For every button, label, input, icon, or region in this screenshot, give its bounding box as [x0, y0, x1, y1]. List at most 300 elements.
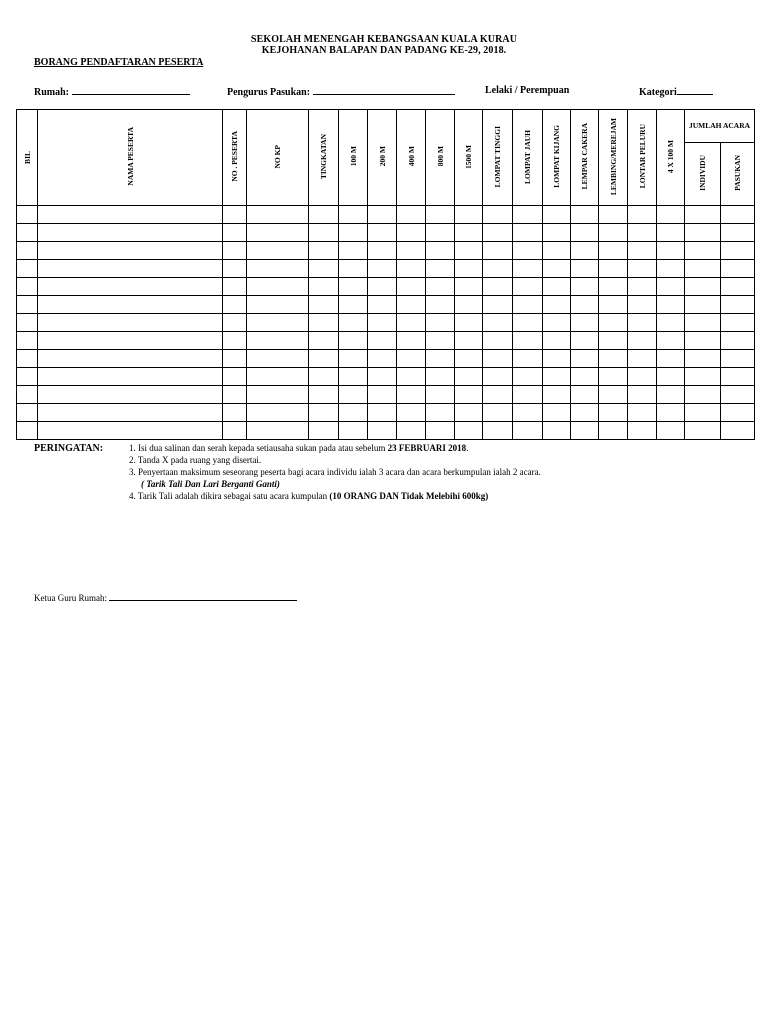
table-cell[interactable]	[309, 314, 339, 332]
table-cell[interactable]	[657, 314, 685, 332]
warning-note-3-sub: ( Tarik Tali Dan Lari Berganti Ganti)	[141, 479, 280, 489]
table-cell[interactable]	[247, 350, 309, 368]
table-cell[interactable]	[339, 296, 368, 314]
col-individu: INDIVIDU	[685, 143, 721, 206]
pengurus-field	[227, 85, 455, 98]
table-cell[interactable]	[339, 368, 368, 386]
table-cell[interactable]	[339, 206, 368, 224]
table-cell[interactable]	[223, 404, 247, 422]
table-cell[interactable]	[247, 422, 309, 440]
event-title: KEJOHANAN BALAPAN DAN PADANG KE-29, 2018.	[261, 45, 507, 56]
col-lontar-peluru: LONTAR PELURU	[628, 110, 657, 206]
table-cell[interactable]	[38, 368, 223, 386]
warning-label: PERINGATAN:	[34, 443, 104, 454]
table-cell[interactable]	[657, 224, 685, 242]
table-cell[interactable]	[339, 422, 368, 440]
warning-note-2: 2. Tanda X pada ruang yang disertai.	[129, 455, 262, 465]
table-cell[interactable]	[513, 368, 543, 386]
table-cell[interactable]	[339, 314, 368, 332]
table-cell[interactable]	[455, 386, 483, 404]
table-cell[interactable]	[17, 386, 38, 404]
col-bil: BIL	[17, 110, 38, 206]
table-cell[interactable]	[397, 404, 426, 422]
table-cell[interactable]	[685, 260, 721, 278]
table-cell[interactable]	[455, 422, 483, 440]
table-cell[interactable]	[426, 386, 455, 404]
table-cell[interactable]	[513, 314, 543, 332]
table-cell[interactable]	[513, 422, 543, 440]
table-cell[interactable]	[309, 278, 339, 296]
table-cell[interactable]	[599, 206, 628, 224]
table-cell[interactable]	[17, 296, 38, 314]
table-cell[interactable]	[685, 242, 721, 260]
table-cell[interactable]	[599, 368, 628, 386]
table-cell[interactable]	[38, 332, 223, 350]
table-cell[interactable]	[17, 278, 38, 296]
table-cell[interactable]	[571, 422, 599, 440]
note1-date: 23 FEBRUARI 2018	[387, 443, 467, 453]
table-row	[17, 386, 755, 404]
table-cell[interactable]	[657, 296, 685, 314]
table-cell[interactable]	[657, 422, 685, 440]
table-cell[interactable]	[685, 278, 721, 296]
table-cell[interactable]	[571, 350, 599, 368]
table-cell[interactable]	[599, 278, 628, 296]
table-cell[interactable]	[247, 278, 309, 296]
table-cell[interactable]	[628, 260, 657, 278]
table-cell[interactable]	[247, 332, 309, 350]
table-cell[interactable]	[483, 368, 513, 386]
table-cell[interactable]	[38, 278, 223, 296]
table-cell[interactable]	[657, 206, 685, 224]
table-cell[interactable]	[368, 242, 397, 260]
table-cell[interactable]	[513, 404, 543, 422]
table-cell[interactable]	[685, 422, 721, 440]
table-row	[17, 206, 755, 224]
table-cell[interactable]	[17, 422, 38, 440]
table-cell[interactable]	[247, 206, 309, 224]
table-cell[interactable]	[223, 242, 247, 260]
table-row	[17, 224, 755, 242]
table-cell[interactable]	[17, 260, 38, 278]
table-cell[interactable]	[368, 368, 397, 386]
table-cell[interactable]	[247, 404, 309, 422]
table-cell[interactable]	[513, 332, 543, 350]
col-lompat-kijang: LOMPAT KIJANG	[543, 110, 571, 206]
table-cell[interactable]	[426, 404, 455, 422]
table-cell[interactable]	[599, 224, 628, 242]
table-cell[interactable]	[657, 242, 685, 260]
table-cell[interactable]	[397, 314, 426, 332]
table-cell[interactable]	[721, 206, 755, 224]
table-cell[interactable]	[38, 206, 223, 224]
table-cell[interactable]	[543, 278, 571, 296]
table-cell[interactable]	[223, 332, 247, 350]
table-cell[interactable]	[426, 260, 455, 278]
table-row	[17, 332, 755, 350]
col-lompat-tinggi: LOMPAT TINGGI	[483, 110, 513, 206]
table-cell[interactable]	[483, 386, 513, 404]
table-cell[interactable]	[339, 260, 368, 278]
table-cell[interactable]	[628, 350, 657, 368]
table-cell[interactable]	[455, 206, 483, 224]
table-row	[17, 422, 755, 440]
table-cell[interactable]	[483, 206, 513, 224]
table-cell[interactable]	[455, 314, 483, 332]
table-cell[interactable]	[571, 332, 599, 350]
registration-table	[16, 109, 755, 440]
note4-text: 4. Tarik Tali adalah dikira sebagai satu acara kumpulan	[129, 491, 328, 501]
table-cell[interactable]	[455, 368, 483, 386]
table-cell[interactable]	[339, 278, 368, 296]
col-800m: 800 M	[426, 110, 455, 206]
col-pasukan: PASUKAN	[721, 143, 755, 206]
table-cell[interactable]	[397, 296, 426, 314]
rumah-label: Rumah:	[34, 87, 70, 98]
table-cell[interactable]	[397, 368, 426, 386]
table-cell[interactable]	[543, 350, 571, 368]
col-400m: 400 M	[397, 110, 426, 206]
table-cell[interactable]	[628, 206, 657, 224]
table-cell[interactable]	[455, 278, 483, 296]
table-cell[interactable]	[513, 224, 543, 242]
table-cell[interactable]	[543, 332, 571, 350]
table-cell[interactable]	[657, 260, 685, 278]
table-cell[interactable]	[223, 386, 247, 404]
table-cell[interactable]	[339, 350, 368, 368]
kategori-blank[interactable]	[677, 85, 713, 95]
table-cell[interactable]	[247, 242, 309, 260]
table-cell[interactable]	[543, 296, 571, 314]
table-cell[interactable]	[685, 404, 721, 422]
table-cell[interactable]	[455, 350, 483, 368]
table-cell[interactable]	[599, 296, 628, 314]
table-cell[interactable]	[721, 314, 755, 332]
table-cell[interactable]	[426, 296, 455, 314]
table-cell[interactable]	[543, 206, 571, 224]
table-cell[interactable]	[599, 386, 628, 404]
table-cell[interactable]	[426, 332, 455, 350]
table-cell[interactable]	[483, 242, 513, 260]
table-cell[interactable]	[543, 242, 571, 260]
table-cell[interactable]	[368, 422, 397, 440]
table-cell[interactable]	[543, 404, 571, 422]
table-cell[interactable]	[426, 206, 455, 224]
table-cell[interactable]	[339, 332, 368, 350]
table-cell[interactable]	[513, 242, 543, 260]
table-cell[interactable]	[368, 224, 397, 242]
table-cell[interactable]	[571, 404, 599, 422]
kategori-label: Kategori	[639, 87, 677, 98]
note4-bold: (10 ORANG DAN Tidak Melebihi 600kg)	[329, 491, 489, 501]
table-cell[interactable]	[483, 296, 513, 314]
table-cell[interactable]	[223, 224, 247, 242]
table-row	[17, 242, 755, 260]
table-cell[interactable]	[721, 278, 755, 296]
col-lempar-cakera: LEMPAR CAKERA	[571, 110, 599, 206]
table-cell[interactable]	[397, 224, 426, 242]
table-cell[interactable]	[397, 242, 426, 260]
table-cell[interactable]	[571, 314, 599, 332]
table-cell[interactable]	[309, 350, 339, 368]
table-cell[interactable]	[38, 314, 223, 332]
table-cell[interactable]	[721, 386, 755, 404]
table-cell[interactable]	[223, 350, 247, 368]
table-cell[interactable]	[628, 278, 657, 296]
table-cell[interactable]	[721, 404, 755, 422]
table-cell[interactable]	[513, 386, 543, 404]
table-cell[interactable]	[628, 386, 657, 404]
table-cell[interactable]	[571, 296, 599, 314]
table-cell[interactable]	[483, 260, 513, 278]
table-cell[interactable]	[17, 404, 38, 422]
col-4x100m: 4 X 100 M	[657, 110, 685, 206]
table-cell[interactable]	[455, 224, 483, 242]
table-cell[interactable]	[721, 260, 755, 278]
table-cell[interactable]	[309, 224, 339, 242]
table-cell[interactable]	[599, 350, 628, 368]
rumah-field	[34, 85, 190, 98]
col-lompat-jauh: LOMPAT JAUH	[513, 110, 543, 206]
table-cell[interactable]	[543, 386, 571, 404]
jantina-label: Lelaki / Perempuan	[485, 85, 570, 96]
table-cell[interactable]	[223, 278, 247, 296]
table-cell[interactable]	[426, 350, 455, 368]
table-cell[interactable]	[339, 224, 368, 242]
table-cell[interactable]	[571, 206, 599, 224]
table-cell[interactable]	[426, 224, 455, 242]
table-cell[interactable]	[543, 368, 571, 386]
table-cell[interactable]	[685, 314, 721, 332]
table-cell[interactable]	[571, 260, 599, 278]
table-cell[interactable]	[543, 224, 571, 242]
table-cell[interactable]	[368, 332, 397, 350]
table-row	[17, 296, 755, 314]
table-cell[interactable]	[483, 350, 513, 368]
table-cell[interactable]	[721, 368, 755, 386]
table-cell[interactable]	[599, 422, 628, 440]
table-cell[interactable]	[657, 368, 685, 386]
table-cell[interactable]	[455, 260, 483, 278]
table-cell[interactable]	[247, 260, 309, 278]
table-cell[interactable]	[657, 386, 685, 404]
table-cell[interactable]	[309, 404, 339, 422]
table-cell[interactable]	[599, 314, 628, 332]
table-cell[interactable]	[368, 350, 397, 368]
table-cell[interactable]	[223, 206, 247, 224]
col-jumlah-acara: JUMLAH ACARA	[685, 110, 755, 143]
warning-note-1: 1. Isi dua salinan dan serah kepada setiausaha sukan pada atau sebelum 23 FEBRUARI 2018.	[129, 443, 469, 453]
table-cell[interactable]	[309, 332, 339, 350]
table-cell[interactable]	[571, 242, 599, 260]
table-cell[interactable]	[38, 242, 223, 260]
table-cell[interactable]	[368, 206, 397, 224]
col-no-kp: NO KP	[247, 110, 309, 206]
table-cell[interactable]	[483, 422, 513, 440]
table-cell[interactable]	[309, 260, 339, 278]
table-cell[interactable]	[721, 350, 755, 368]
table-cell[interactable]	[721, 224, 755, 242]
pengurus-blank[interactable]	[313, 85, 455, 95]
table-cell[interactable]	[628, 242, 657, 260]
table-cell[interactable]	[483, 404, 513, 422]
table-cell[interactable]	[483, 278, 513, 296]
table-cell[interactable]	[571, 278, 599, 296]
table-cell[interactable]	[513, 296, 543, 314]
table-cell[interactable]	[397, 206, 426, 224]
table-cell[interactable]	[455, 296, 483, 314]
table-row	[17, 260, 755, 278]
table-cell[interactable]	[247, 224, 309, 242]
table-cell[interactable]	[223, 296, 247, 314]
col-lembing: LEMBING/MEREJAM	[599, 110, 628, 206]
table-cell[interactable]	[685, 332, 721, 350]
table-cell[interactable]	[426, 278, 455, 296]
table-cell[interactable]	[657, 404, 685, 422]
table-cell[interactable]	[247, 296, 309, 314]
table-cell[interactable]	[721, 332, 755, 350]
table-cell[interactable]	[483, 332, 513, 350]
table-cell[interactable]	[685, 296, 721, 314]
table-cell[interactable]	[368, 314, 397, 332]
table-cell[interactable]	[685, 368, 721, 386]
form-title: BORANG PENDAFTARAN PESERTA	[34, 57, 204, 68]
table-cell[interactable]	[368, 296, 397, 314]
table-cell[interactable]	[38, 350, 223, 368]
table-cell[interactable]	[17, 224, 38, 242]
col-1500m: 1500 M	[455, 110, 483, 206]
table-cell[interactable]	[309, 386, 339, 404]
table-cell[interactable]	[657, 332, 685, 350]
signature-label: Ketua Guru Rumah:	[34, 593, 107, 603]
table-cell[interactable]	[628, 404, 657, 422]
table-row	[17, 368, 755, 386]
table-cell[interactable]	[17, 368, 38, 386]
col-tingkatan: TINGKATAN	[309, 110, 339, 206]
table-cell[interactable]	[426, 368, 455, 386]
table-cell[interactable]	[483, 224, 513, 242]
table-cell[interactable]	[657, 278, 685, 296]
table-cell[interactable]	[38, 386, 223, 404]
table-cell[interactable]	[397, 260, 426, 278]
table-cell[interactable]	[426, 242, 455, 260]
table-cell[interactable]	[483, 314, 513, 332]
table-cell[interactable]	[17, 350, 38, 368]
school-name: SEKOLAH MENENGAH KEBANGSAAN KUALA KURAU	[250, 34, 518, 45]
table-cell[interactable]	[309, 206, 339, 224]
rumah-blank[interactable]	[72, 85, 190, 95]
table-cell[interactable]	[223, 314, 247, 332]
table-cell[interactable]	[455, 332, 483, 350]
signature-blank[interactable]	[109, 591, 297, 601]
table-cell[interactable]	[543, 260, 571, 278]
table-row	[17, 278, 755, 296]
table-cell[interactable]	[223, 422, 247, 440]
table-cell[interactable]	[38, 224, 223, 242]
table-cell[interactable]	[368, 386, 397, 404]
table-cell[interactable]	[657, 350, 685, 368]
table-cell[interactable]	[599, 332, 628, 350]
table-cell[interactable]	[368, 404, 397, 422]
table-cell[interactable]	[397, 422, 426, 440]
table-cell[interactable]	[543, 314, 571, 332]
note1-text: 1. Isi dua salinan dan serah kepada setiausaha sukan pada atau sebelum	[129, 443, 386, 453]
table-cell[interactable]	[721, 296, 755, 314]
table-cell[interactable]	[599, 404, 628, 422]
table-cell[interactable]	[397, 278, 426, 296]
table-cell[interactable]	[721, 422, 755, 440]
table-cell[interactable]	[721, 242, 755, 260]
table-cell[interactable]	[397, 350, 426, 368]
table-cell[interactable]	[426, 422, 455, 440]
table-cell[interactable]	[455, 404, 483, 422]
table-row	[17, 314, 755, 332]
table-cell[interactable]	[599, 260, 628, 278]
table-cell[interactable]	[543, 422, 571, 440]
table-cell[interactable]	[309, 296, 339, 314]
table-cell[interactable]	[38, 422, 223, 440]
table-cell[interactable]	[628, 296, 657, 314]
table-row	[17, 350, 755, 368]
table-cell[interactable]	[685, 350, 721, 368]
table-cell[interactable]	[309, 422, 339, 440]
table-cell[interactable]	[38, 296, 223, 314]
table-cell[interactable]	[368, 260, 397, 278]
table-cell[interactable]	[17, 332, 38, 350]
table-cell[interactable]	[397, 386, 426, 404]
table-cell[interactable]	[247, 368, 309, 386]
table-cell[interactable]	[571, 368, 599, 386]
table-cell[interactable]	[339, 404, 368, 422]
col-100m: 100 M	[339, 110, 368, 206]
table-cell[interactable]	[628, 368, 657, 386]
table-cell[interactable]	[628, 224, 657, 242]
table-cell[interactable]	[309, 368, 339, 386]
table-row	[17, 404, 755, 422]
table-cell[interactable]	[17, 314, 38, 332]
pengurus-label: Pengurus Pasukan:	[227, 87, 311, 98]
table-cell[interactable]	[426, 314, 455, 332]
table-cell[interactable]	[339, 386, 368, 404]
table-cell[interactable]	[513, 278, 543, 296]
table-cell[interactable]	[247, 314, 309, 332]
table-cell[interactable]	[17, 206, 38, 224]
table-cell[interactable]	[247, 386, 309, 404]
table-cell[interactable]	[628, 422, 657, 440]
table-cell[interactable]	[397, 332, 426, 350]
table-cell[interactable]	[223, 368, 247, 386]
table-cell[interactable]	[223, 260, 247, 278]
table-cell[interactable]	[513, 350, 543, 368]
table-cell[interactable]	[571, 386, 599, 404]
table-cell[interactable]	[628, 332, 657, 350]
table-cell[interactable]	[685, 386, 721, 404]
table-cell[interactable]	[17, 242, 38, 260]
table-cell[interactable]	[38, 404, 223, 422]
table-cell[interactable]	[455, 242, 483, 260]
table-cell[interactable]	[309, 242, 339, 260]
table-cell[interactable]	[685, 224, 721, 242]
table-cell[interactable]	[628, 314, 657, 332]
table-cell[interactable]	[685, 206, 721, 224]
table-cell[interactable]	[571, 224, 599, 242]
table-cell[interactable]	[599, 242, 628, 260]
table-cell[interactable]	[38, 260, 223, 278]
table-cell[interactable]	[513, 206, 543, 224]
table-cell[interactable]	[368, 278, 397, 296]
table-cell[interactable]	[339, 242, 368, 260]
table-cell[interactable]	[513, 260, 543, 278]
